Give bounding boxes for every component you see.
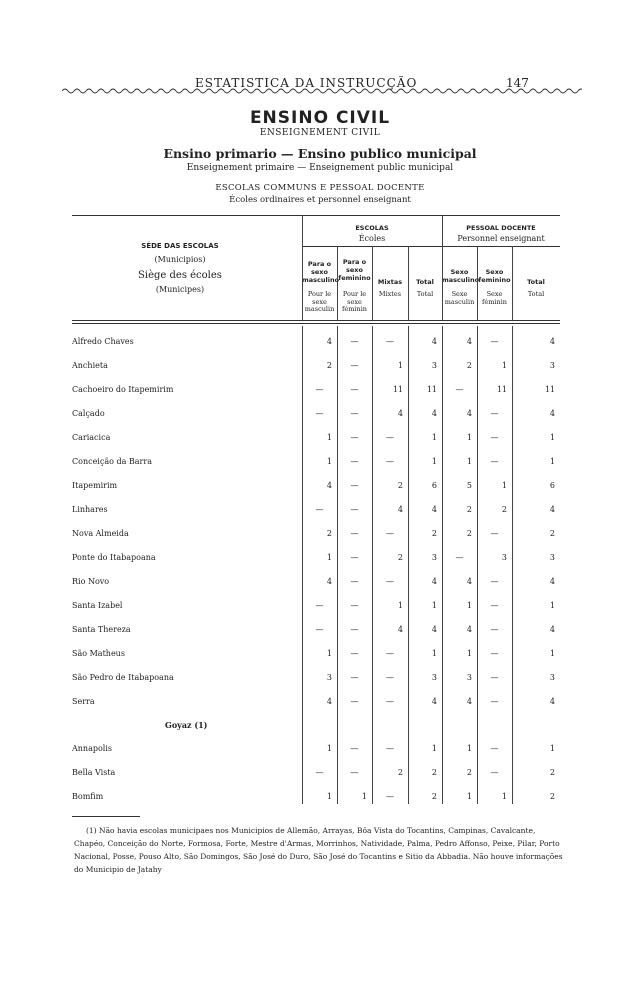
- table-cell: 1: [466, 792, 472, 801]
- column-divider: [512, 246, 513, 320]
- header-bottom-rule-2: [72, 323, 560, 324]
- row-label: Nova Almeida: [72, 529, 129, 538]
- row-label: Calçado: [72, 409, 105, 418]
- table-cell: 11: [392, 385, 403, 394]
- table-cell: —: [490, 601, 499, 610]
- row-label: Bella Vista: [72, 768, 116, 777]
- table-cell: 1: [326, 433, 332, 442]
- col-header-3: Mixtas: [377, 278, 403, 286]
- table-cell: 4: [466, 697, 472, 706]
- table-cell: 4: [549, 505, 555, 514]
- table-cell: —: [490, 625, 499, 634]
- table-cell: —: [315, 409, 324, 418]
- table-cell: 2: [397, 768, 403, 777]
- col-header-fr-2: Pour le sexe féminin: [342, 290, 367, 313]
- table-cell: 3: [431, 361, 437, 370]
- body-column-divider: [337, 326, 338, 804]
- table-cell: 1: [397, 601, 403, 610]
- row-label: Bomfim: [72, 792, 104, 801]
- row-label: Alfredo Chaves: [72, 337, 134, 346]
- table-cell: —: [386, 792, 394, 801]
- header-bottom-rule: [72, 320, 560, 321]
- table-cell: —: [490, 673, 499, 682]
- table-cell: —: [350, 553, 359, 562]
- group-escolas-fr: Écoles: [358, 234, 386, 243]
- table-cell: 2: [549, 792, 555, 801]
- row-label: Santa Izabel: [72, 601, 123, 610]
- table-cell: 4: [466, 409, 472, 418]
- table-cell: —: [350, 529, 359, 538]
- table-cell: 1: [431, 649, 437, 658]
- column-divider: [337, 246, 338, 320]
- table-cell: —: [350, 673, 359, 682]
- table-cell: 4: [397, 409, 403, 418]
- col-header-fr-5: Sexe masculin: [444, 290, 475, 306]
- table-cell: —: [386, 673, 394, 682]
- table-cell: —: [490, 649, 499, 658]
- table-cell: 2: [466, 361, 472, 370]
- table-cell: 1: [431, 433, 437, 442]
- table-cell: 1: [466, 457, 472, 466]
- table-cell: 4: [549, 337, 555, 346]
- table-cell: —: [315, 768, 324, 777]
- body-column-divider: [442, 326, 443, 804]
- row-label: Conceição da Barra: [72, 457, 152, 466]
- table-cell: —: [386, 697, 394, 706]
- table-cell: 1: [326, 744, 332, 753]
- table-cell: 1: [466, 601, 472, 610]
- table-cell: 2: [326, 529, 332, 538]
- table-cell: 3: [549, 673, 555, 682]
- table-cell: —: [490, 433, 499, 442]
- table-cell: 1: [466, 744, 472, 753]
- column-divider: [408, 246, 409, 320]
- body-column-divider: [302, 326, 303, 804]
- table-cell: 1: [466, 433, 472, 442]
- table-cell: —: [386, 649, 394, 658]
- running-title: ESTATISTICA DA INSTRUCÇÃO: [195, 76, 418, 90]
- table-cell: 4: [326, 577, 332, 586]
- row-label: Annapolis: [72, 744, 113, 753]
- table-cell: 11: [544, 385, 555, 394]
- table-cell: 1: [549, 457, 555, 466]
- table-cell: 4: [431, 505, 437, 514]
- table-cell: —: [455, 553, 464, 562]
- table-cell: 1: [549, 744, 555, 753]
- subtitle-fr: Enseignement primaire — Enseignement public municipal: [186, 163, 454, 173]
- table-cell: 4: [549, 409, 555, 418]
- col-header-6: Sexo feminino: [478, 268, 511, 284]
- row-label: Ponte do Itabapoana: [72, 553, 156, 562]
- table-cell: 2: [501, 505, 507, 514]
- table-cell: 1: [326, 553, 332, 562]
- table-cell: 1: [397, 361, 403, 370]
- table-cell: 4: [431, 409, 437, 418]
- stub-line3: Siège des écoles: [138, 270, 222, 281]
- table-cell: 4: [549, 697, 555, 706]
- col-header-5: Sexo masculino: [442, 268, 480, 284]
- body-column-divider: [512, 326, 513, 804]
- stub-line2: (Municipios): [154, 255, 206, 264]
- table-cell: 11: [496, 385, 507, 394]
- table-cell: —: [455, 385, 464, 394]
- subtitle: Ensino primario — Ensino publico municipal: [163, 146, 477, 161]
- table-cell: 1: [431, 457, 437, 466]
- table-cell: 1: [549, 601, 555, 610]
- table-cell: 1: [549, 649, 555, 658]
- table-cell: 2: [431, 768, 437, 777]
- table-cell: 2: [397, 553, 403, 562]
- table-cell: —: [350, 361, 359, 370]
- table-cell: 4: [431, 577, 437, 586]
- table-cell: 1: [431, 744, 437, 753]
- table-cell: 1: [549, 433, 555, 442]
- section-title: ESCOLAS COMMUNS E PESSOAL DOCENTE: [215, 183, 425, 193]
- table-top-rule: [72, 215, 560, 216]
- col-header-7: Total: [527, 278, 545, 286]
- table-cell: 1: [501, 481, 507, 490]
- row-label: São Matheus: [72, 649, 125, 658]
- page-number: 147: [506, 76, 529, 90]
- table-cell: 4: [466, 577, 472, 586]
- table-cell: —: [490, 697, 499, 706]
- row-label: Cachoeiro do Itapemirim: [72, 385, 174, 394]
- row-label: Linhares: [72, 505, 108, 514]
- table-cell: —: [350, 601, 359, 610]
- row-label: São Pedro de Itabapoana: [72, 673, 174, 682]
- table-cell: 2: [326, 361, 332, 370]
- table-cell: 1: [361, 792, 367, 801]
- table-cell: —: [386, 433, 394, 442]
- table-cell: 3: [549, 361, 555, 370]
- table-cell: —: [350, 481, 359, 490]
- table-cell: —: [350, 768, 359, 777]
- table-cell: 4: [326, 697, 332, 706]
- stub-line4: (Municipes): [155, 285, 205, 294]
- table-cell: 2: [466, 529, 472, 538]
- table-cell: —: [350, 409, 359, 418]
- body-column-divider: [372, 326, 373, 804]
- table-cell: 4: [397, 625, 403, 634]
- group-pessoal-fr: Personnel enseignant: [457, 234, 545, 243]
- footnote: (1) Não havia escolas municipaes nos Municipios de Allemão, Arrayas, Bôa Vista do Tocantins, Campinas, Cavalcante, Chapéo, Conceição do Norte, Formosa, Forte, Mestre d'Armas, Morrinhos, Natividade, Palma, Pedro Affonso, Peixe, Pilar, Porto Nacional, Posse, Pouso Alto, São Domingos, São José do Duro, São José do Tocantins e Sitio da Abbadia. Não houve informações do Municipio de Jatahy: [74, 826, 563, 874]
- table-cell: 5: [466, 481, 472, 490]
- table-cell: —: [490, 409, 499, 418]
- footnote-rule: [72, 816, 140, 817]
- table-cell: 4: [549, 577, 555, 586]
- body-column-divider: [477, 326, 478, 804]
- stub-title: SÉDE DAS ESCOLAS: [141, 242, 219, 250]
- state-heading: Goyaz (1): [165, 720, 208, 730]
- col-header-fr-7: Total: [527, 290, 545, 298]
- table-cell: 1: [326, 649, 332, 658]
- col-header-fr-4: Total: [416, 290, 434, 298]
- wavy-rule: [62, 86, 582, 96]
- table-cell: 4: [431, 697, 437, 706]
- table-cell: —: [350, 505, 359, 514]
- table-cell: —: [386, 744, 394, 753]
- table-cell: —: [350, 625, 359, 634]
- table-cell: 4: [431, 625, 437, 634]
- table-cell: —: [386, 337, 394, 346]
- column-divider: [477, 246, 478, 320]
- row-label: Serra: [72, 697, 95, 706]
- table-cell: —: [350, 577, 359, 586]
- row-label: Rio Novo: [72, 577, 110, 586]
- table-cell: —: [490, 529, 499, 538]
- table-cell: 4: [466, 337, 472, 346]
- group-rule: [302, 246, 560, 247]
- col-header-4: Total: [416, 278, 434, 286]
- table-cell: —: [386, 457, 394, 466]
- row-label: Anchieta: [72, 361, 108, 370]
- table-cell: 4: [431, 337, 437, 346]
- table-cell: 4: [326, 337, 332, 346]
- group-divider: [442, 215, 443, 320]
- table-cell: —: [350, 337, 359, 346]
- table-cell: —: [315, 385, 324, 394]
- table-cell: 2: [431, 529, 437, 538]
- row-label: Santa Thereza: [72, 625, 131, 634]
- table-cell: 2: [466, 505, 472, 514]
- table-cell: —: [490, 768, 499, 777]
- table-cell: 1: [466, 649, 472, 658]
- table-cell: 1: [501, 792, 507, 801]
- table-cell: 6: [549, 481, 555, 490]
- table-cell: —: [315, 505, 324, 514]
- table-cell: 4: [549, 625, 555, 634]
- table-cell: 1: [431, 601, 437, 610]
- table-cell: 1: [326, 792, 332, 801]
- table-cell: —: [350, 744, 359, 753]
- main-title: ENSINO CIVIL: [249, 108, 391, 128]
- table-cell: 3: [431, 673, 437, 682]
- body-column-divider: [408, 326, 409, 804]
- table-cell: 3: [501, 553, 507, 562]
- table-cell: 2: [466, 768, 472, 777]
- table-cell: 1: [501, 361, 507, 370]
- table-cell: 2: [549, 529, 555, 538]
- group-escolas: ESCOLAS: [355, 224, 389, 232]
- group-pessoal: PESSOAL DOCENTE: [466, 224, 536, 232]
- table-cell: 3: [326, 673, 332, 682]
- table-cell: 11: [426, 385, 437, 394]
- table-cell: —: [315, 625, 324, 634]
- table-cell: —: [350, 385, 359, 394]
- col-header-fr-1: Pour le sexe masculin: [304, 290, 335, 313]
- table-cell: —: [490, 337, 499, 346]
- table-cell: 2: [549, 768, 555, 777]
- table-cell: —: [315, 601, 324, 610]
- table-cell: —: [490, 577, 499, 586]
- table-cell: 4: [326, 481, 332, 490]
- table-cell: —: [386, 529, 394, 538]
- column-divider: [372, 246, 373, 320]
- table-cell: 6: [431, 481, 437, 490]
- row-label: Cariacica: [72, 433, 111, 442]
- table-cell: 2: [431, 792, 437, 801]
- table-cell: —: [350, 697, 359, 706]
- table-cell: 4: [466, 625, 472, 634]
- table-cell: 3: [431, 553, 437, 562]
- table-cell: 2: [397, 481, 403, 490]
- table-cell: 4: [397, 505, 403, 514]
- main-title-fr: ENSEIGNEMENT CIVIL: [259, 128, 381, 138]
- table-cell: 3: [549, 553, 555, 562]
- table-cell: —: [350, 433, 359, 442]
- col-header-1: Para o sexo masculino: [302, 260, 340, 284]
- row-label: Itapemirim: [72, 481, 118, 490]
- table-cell: 3: [466, 673, 472, 682]
- table-cell: 1: [326, 457, 332, 466]
- col-header-fr-6: Sexe féminin: [482, 290, 507, 306]
- group-divider: [302, 215, 303, 320]
- section-title-fr: Écoles ordinaires et personnel enseignant: [229, 195, 411, 205]
- table-cell: —: [490, 457, 499, 466]
- table-cell: —: [490, 744, 499, 753]
- col-header-fr-3: Mixtes: [378, 290, 402, 298]
- table-cell: —: [350, 649, 359, 658]
- table-cell: —: [386, 577, 394, 586]
- table-cell: —: [350, 457, 359, 466]
- col-header-2: Para o sexo feminino: [338, 258, 371, 282]
